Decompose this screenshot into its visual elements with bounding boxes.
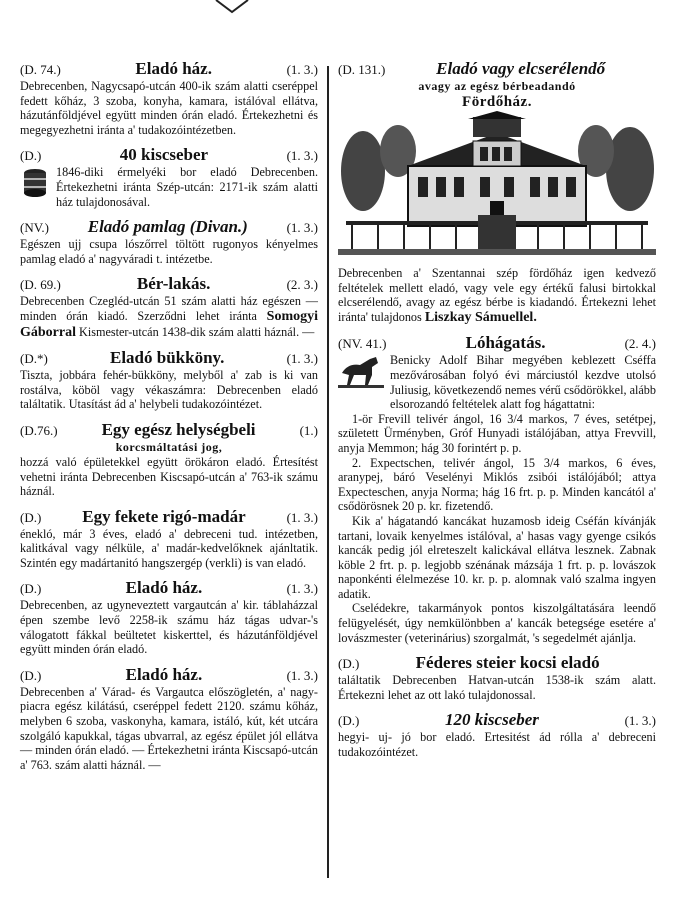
horse-icon <box>338 353 384 389</box>
top-ornament <box>214 0 250 14</box>
ad-text: Tiszta, jobbára fehér-bükköny, melyből a' zab is ki van rostálva, köböl vagy vékaszámra: Debrecenben eladó találtatik. Utasítást ád a' helybeli tudakozóintézet. <box>20 368 318 412</box>
ad-code: (D.) <box>20 148 42 164</box>
ad-text: Debrecenben a' Várad- és Vargautca előszögletén, a' nagy-piacra egész kilátású, cseréppel fedett 2120. számu kőház, melyben 6 szoba, vaskonyha, kamara, istáló, kút, két utcára szolgáló kapukkal, tágas ubvarral, az egész épület jól ellátva — minden órán eladó. — Értekezhetni iránta Kiscsapó-utcán a' 763. szám alatti háznál. — <box>20 684 318 772</box>
ad-code: (D. 131.) <box>338 62 386 77</box>
ad-fordohaz <box>338 60 656 325</box>
ad-korcsma <box>20 421 318 499</box>
ad-code: (D.) <box>20 581 42 597</box>
ad-berlakas <box>20 275 318 340</box>
ad-text: 1846-diki érmelyéki bor eladó Debrecenben. Értekezhetni iránta Szép-utcán: 2171-ik szám alatti ház tulajdonosával. <box>56 165 318 209</box>
ad-subtitle: avagy az egész bérbeadandó <box>418 79 576 93</box>
ad-steier-kocsi <box>338 654 656 702</box>
ad-text: hozzá való épületekkel együtt örökáron eladó. Értesítést vehetni iránta Debrecenben Kiscsapó-utcán a' 763-ik számu háznál. <box>20 454 318 499</box>
left-column <box>20 60 318 781</box>
barrel-icon <box>20 165 50 199</box>
ad-elado-haz-3 <box>20 666 318 773</box>
ad-text: Debrecenben a' Szentannai szép fördőház igen kedvező feltételek mellett eladó, vagy vele egy értékű falusi birtokkal elcserélendő, avagy az egész bérbe is kiadandó. Értekezni lehet iránta' tulajdonos <box>338 266 656 324</box>
ad-paragraph-2: 2. Expectschen, telivér ángol, 15 3/4 markos, 6 éves, aranypej, báró Veselényi Miklós zsibói istálójából; attya Expecteschen, anyja Norma; hág 16 frt. p. p. Minden kancától a' csődörösnek 20 p. kr. fizetendő. <box>338 455 656 514</box>
ad-title: Eladó ház. <box>125 578 203 598</box>
ad-number: (1. 3.) <box>286 667 318 683</box>
ad-text: hegyi- uj- jó bor eladó. Ertesitést ád rólla a' debreceni tudakozóintézet. <box>338 730 656 760</box>
ad-title: Eladó ház. <box>135 59 212 78</box>
ad-text: találtatik Debrecenben Hatvan-utcán 1538-ik szám alatt. Értekezni lehet az ott lakó tulajdonossal. <box>338 673 656 702</box>
ad-text-name: Somogyi Gáborral <box>20 308 319 340</box>
ad-subtitle-2: Fördőház. <box>462 94 532 110</box>
ad-paragraph-3: Kik a' hágatandó kancákat huzamosb ideig Cséfán kívánják tartani, lovaik kenyelmes istálóval, a' hasas vagy gyenge csikós kancák pedig jól elreteszelt kalickával ellátva lesznek. Zabnak köble 2 frt. p. p. legjobb szénának mázsája 1 frt. p. p. lovászok naponkénti élelmezése 10. kr. p. p. alomnak való szalma ingyen adatik. <box>338 513 656 601</box>
ad-subtitle: korcsmáltatási jog, <box>115 439 223 454</box>
ad-number: (2. 3.) <box>286 277 318 293</box>
ad-code: (NV.) <box>20 220 50 236</box>
ad-text: énekló, már 3 éves, eladó a' debreceni tud. intézetben, kalitkával vagy nélküle, a' madár-kedvelőknek ajánltatik. Szintén egy madártanitó hangszergép (verkli) is van eladó. <box>20 526 318 570</box>
ad-number: (1.) <box>299 422 318 438</box>
ad-code: (D.76.) <box>20 422 58 438</box>
ad-bukkony <box>20 349 318 412</box>
ad-lohagatas <box>338 334 656 645</box>
right-column <box>338 60 656 769</box>
ad-title: Eladó vagy elcserélendő <box>436 59 606 78</box>
ad-120-kiscseber <box>338 711 656 759</box>
ad-elado-haz-1 <box>20 60 318 137</box>
ad-paragraph-4: Cselédekre, takarmányok pontos kiszolgáltatására leendő felügyelését, úgy nemkülönbben a' kancák betegsége esetére a' lovászmester (veterinárius) szorgalmát, 's segedelmét ajánlja. <box>338 601 656 645</box>
ad-number: (1. 3.) <box>624 713 656 729</box>
ad-code: (D.*) <box>20 351 48 367</box>
ad-kiscseber <box>20 146 318 209</box>
ad-code: (D.) <box>338 713 360 729</box>
ad-code: (D. 74.) <box>20 62 61 77</box>
ad-number: (1. 3.) <box>286 62 318 77</box>
ad-title: Féderes steier kocsi eladó <box>415 653 600 673</box>
ad-number: (1. 3.) <box>286 509 318 525</box>
ad-number: (1. 3.) <box>286 351 318 367</box>
ad-title: Lóhágatás. <box>465 333 546 353</box>
ad-number: (2. 4.) <box>624 336 656 352</box>
ad-text-name: Liszkay Sámuellel. <box>424 309 537 325</box>
ad-code: (D.) <box>20 667 42 683</box>
ad-paragraph-1: 1-ör Frevill telivér ángol, 16 3/4 markos, 7 éves, setétpej, született Ürményben, Gróf Hunyadi istálójában, attya Frevvill, anyja Memmon; hág 30 forintért p. p. <box>338 411 656 455</box>
ad-title: Eladó ház. <box>125 664 203 684</box>
column-divider <box>327 66 329 878</box>
ad-text: Benicky Adolf Bihar megyében keblezett Cséffa mezővárosában folyó évi márciustól kezdve utolsó Juliusig, következendő nemes vérű csődörökkel, alább elsorozandó feltételek alatt fog hágattatni: <box>390 353 656 412</box>
ad-text: Debrecenben Czegléd-utcán 51 szám alatti ház egészen — minden órán kiadó. Szerződni lehet iránta <box>20 294 318 323</box>
ad-number: (1. 3.) <box>286 220 318 236</box>
ad-text: Debrecenben, Nagycsapó-utcán 400-ik szám alatti cseréppel fedett kőház, 3 szoba, konyha, kamara, istálóval ellátva, házutánföldjével együtt minden órán eladó. Értekezhetni és megegyezhetni iránta a' tudakozóintézetben. <box>20 79 318 137</box>
ad-code: (D.) <box>20 509 42 525</box>
ad-title: 120 kiscseber <box>444 710 539 730</box>
ad-title: Bér-lakás. <box>136 274 211 294</box>
ad-number: (1. 3.) <box>286 581 318 597</box>
ad-rigo-madar <box>20 508 318 571</box>
ad-code: (D. 69.) <box>20 277 61 293</box>
ad-code: (D.) <box>338 656 360 672</box>
ad-title: 40 kiscseber <box>119 145 209 165</box>
ad-title: Eladó bükköny. <box>110 348 225 368</box>
ad-text-after: Kismester-utcán 1438-dik szám alatti háznál. — <box>79 324 315 339</box>
ad-pamlag <box>20 218 318 266</box>
ad-elado-haz-2 <box>20 579 318 656</box>
ad-title: Eladó pamlag (Divan.) <box>87 217 248 237</box>
ad-text: Egészen ujj csupa lószőrrel töltött rugonyos kényelmes pamlag eladó a' nagyváradi t. intézetbe. <box>20 237 318 266</box>
bathhouse-illustration <box>338 111 656 261</box>
ad-text: Debrecenben, az ugyneveztett vargautcán a' kir. táblaházzal épen szembe levő 2258-ik számu ház tágas udvar-'s válogatott fákkal beültetet kiskerttel, és házutánföldjével együtt minden órán eladó. <box>20 598 318 657</box>
ad-title: Egy egész helységbeli <box>101 419 256 439</box>
ad-number: (1. 3.) <box>286 148 318 164</box>
ad-code: (NV. 41.) <box>338 336 387 352</box>
ad-title: Egy fekete rigó-madár <box>82 506 246 526</box>
